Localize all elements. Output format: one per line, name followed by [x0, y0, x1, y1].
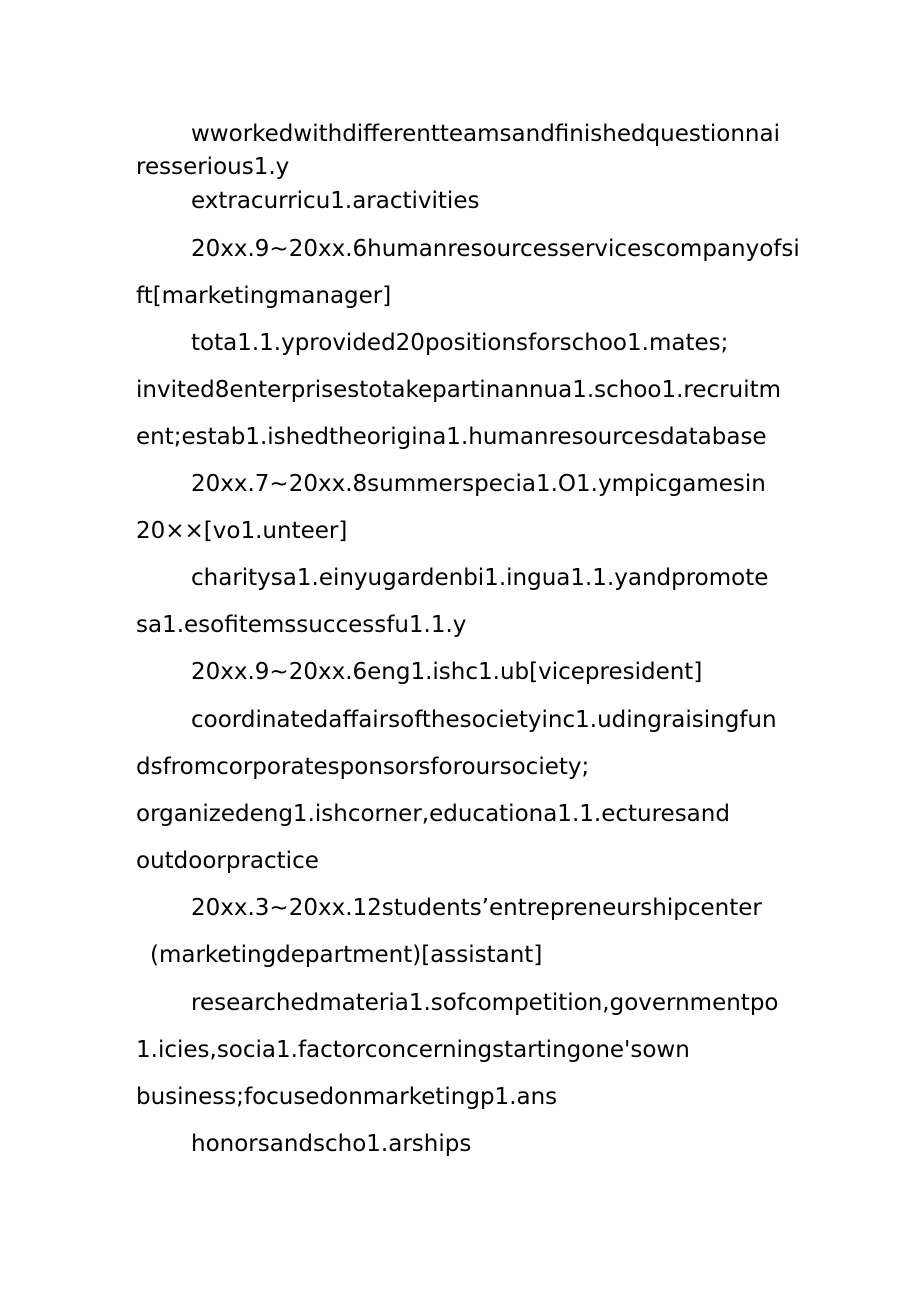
text-line: 20xx.3~20xx.12students’entrepreneurshipcenter	[191, 895, 762, 921]
text-line: 20xx.7~20xx.8summerspecia1.O1.ympicgamesin	[191, 471, 766, 497]
text-line: resserious1.y	[136, 154, 290, 180]
text-line: business;focusedonmarketingp1.ans	[136, 1084, 558, 1110]
text-line: organizedeng1.ishcorner,educationa1.1.ecturesand	[136, 801, 730, 827]
text-line: coordinatedaffairsofthesocietyinc1.udingraisingfun	[191, 707, 777, 733]
text-line: ent;estab1.ishedtheorigina1.humanresourcesdatabase	[136, 424, 767, 450]
text-line: ft[marketingmanager]	[136, 283, 392, 309]
text-line: sa1.esofitemssuccessfu1.1.y	[136, 612, 467, 638]
text-line: dsfromcorporatesponsorsforoursociety;	[136, 754, 590, 780]
text-line: researchedmateria1.sofcompetition,governmentpo	[191, 990, 779, 1016]
text-line: invited8enterprisestotakepartinannua1.schoo1.recruitm	[136, 377, 782, 403]
text-line: wworkedwithdifferentteamsandfinishedquestionnai	[191, 121, 780, 147]
text-line: 20xx.9~20xx.6humanresourcesservicescompanyofsi	[191, 236, 800, 262]
text-line: 20xx.9~20xx.6eng1.ishc1.ub[vicepresident]	[191, 659, 703, 685]
text-line: 20××[vo1.unteer]	[136, 518, 348, 544]
text-line: tota1.1.yprovided20positionsforschoo1.mates;	[191, 330, 729, 356]
text-line: honorsandscho1.arships	[191, 1131, 472, 1157]
text-line: charitysa1.einyugardenbi1.ingua1.1.yandpromote	[191, 565, 769, 591]
text-line: (marketingdepartment)[assistant]	[150, 942, 543, 968]
text-line: 1.icies,socia1.factorconcerningstartingone'sown	[136, 1037, 690, 1063]
text-line: extracurricu1.aractivities	[191, 188, 480, 214]
text-line: outdoorpractice	[136, 848, 319, 874]
